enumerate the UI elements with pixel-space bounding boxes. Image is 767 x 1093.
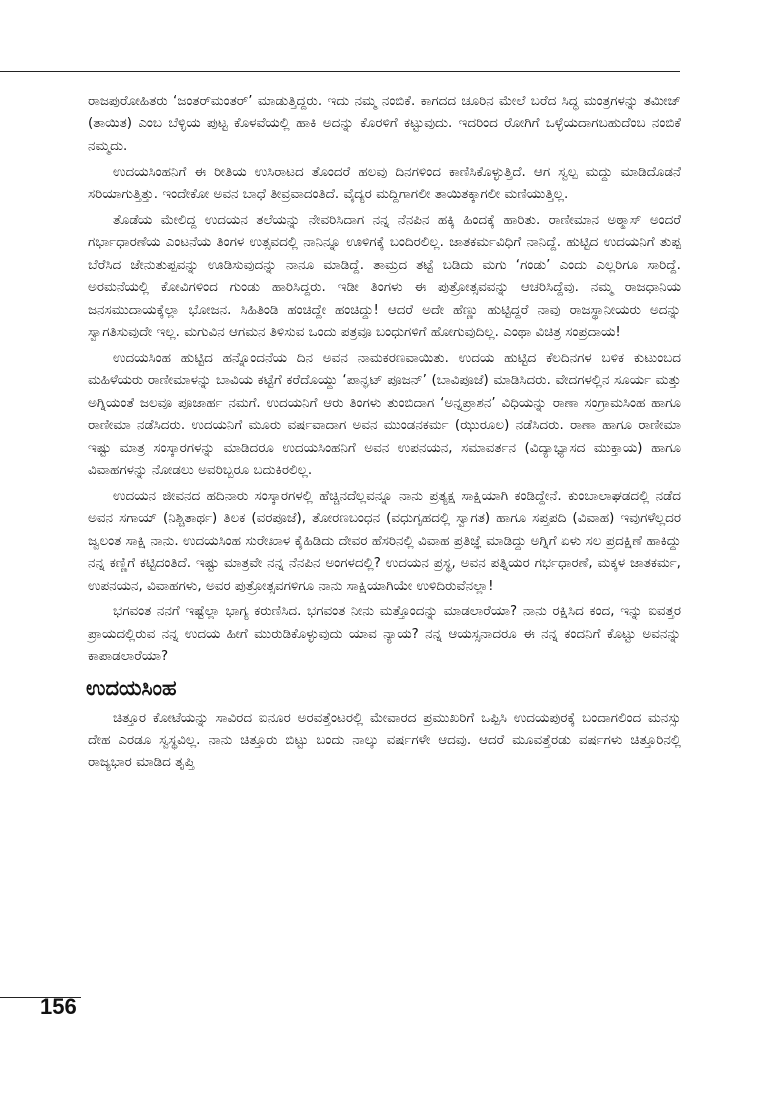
paragraph-4: ಉದಯಸಿಂಹ ಹುಟ್ಟಿದ ಹನ್ನೊಂದನೆಯ ದಿನ ಅವನ ನಾಮಕರಣವಾಯಿತು. ಉದಯ ಹುಟ್ಟಿದ ಕೆಲದಿನಗಳ ಬಳಿಕ ಕುಟುಂಬದ ಮಹಿಳೆಯರು ರಾಣೀಮಾಳನ್ನು ಬಾವಿಯ ಕಟ್ಟೆಗೆ ಕರೆದೊಯ್ದು ‘ಪಾನ್ಘಟ್ ಪೂಜನ್’ (ಬಾವಿಪೂಜೆ) ಮಾಡಿಸಿದರು. ವೇದಗಳಲ್ಲಿನ ಸೂರ್ಯ ಮತ್ತು ಅಗ್ನಿಯಂತೆ ಜಲವೂ ಪೂಜಾರ್ಹ ನಮಗೆ. ಉದಯನಿಗೆ ಆರು ತಿಂಗಳು ತುಂಬಿದಾಗ ‘ಅನ್ನಪ್ರಾಶನ’ ವಿಧಿಯನ್ನು ರಾಣಾ ಸಂಗ್ರಾಮಸಿಂಹ ಹಾಗೂ ರಾಣೀಮಾ ನಡೆಸಿದರು. ಉದಯನಿಗೆ ಮೂರು ವರ್ಷವಾದಾಗ ಅವನ ಮುಂಡನಕರ್ಮ (ಝುರೂಲ) ನಡೆಸಿದರು. ರಾಣಾ ಹಾಗೂ ರಾಣೀಮಾ ಇಷ್ಟು ಮಾತ್ರ ಸಂಸ್ಕಾರಗಳನ್ನು ಮಾಡಿದರೂ ಉದಯಸಿಂಹನಿಗೆ ಅವನ ಉಪನಯನ, ಸಮಾವರ್ತನ (ವಿದ್ಯಾಭ್ಯಾಸದ ಮುಕ್ತಾಯ) ಹಾಗೂ ವಿವಾಹಗಳನ್ನು ನೋಡಲು ಅವರಿಬ್ಬರೂ ಬದುಕಿರಲಿಲ್ಲ. [88, 350, 682, 478]
paragraph-5: ಉದಯನ ಜೀವನದ ಹದಿನಾರು ಸಂಸ್ಕಾರಗಳಲ್ಲಿ ಹೆಚ್ಚಿನದೆಲ್ಲವನ್ನೂ ನಾನು ಪ್ರತ್ಯಕ್ಷ ಸಾಕ್ಷಿಯಾಗಿ ಕಂಡಿದ್ದೇನೆ. ಕುಂಬಾಲಾಘಡದಲ್ಲಿ ನಡೆದ ಅವನ ಸಗಾಯ್ (ನಿಶ್ಚಿತಾರ್ಥ) ತಿಲಕ (ವರಪೂಜೆ), ತೋರಣಬಂಧನ (ವಧುಗೃಹದಲ್ಲಿ ಸ್ವಾಗತ) ಹಾಗೂ ಸಪ್ತಪದಿ (ವಿವಾಹ) ಇವುಗಳೆಲ್ಲದರ ಜ್ವಲಂತ ಸಾಕ್ಷಿ ನಾನು. ಉದಯಸಿಂಹ ಸುರೇಖಾಳ ಕೈಹಿಡಿದು ದೇವರ ಹೆಸರಿನಲ್ಲಿ ವಿವಾಹ ಪ್ರತಿಜ್ಞೆ ಮಾಡಿದ್ದು ಅಗ್ನಿಗೆ ಏಳು ಸಲ ಪ್ರದಕ್ಷಿಣೆ ಹಾಕಿದ್ದು ನನ್ನ ಕಣ್ಣಿಗೆ ಕಟ್ಟಿದಂತಿದೆ. ಇಷ್ಟು ಮಾತ್ರವೇ ನನ್ನ ನೆನಪಿನ ಅಂಗಳದಲ್ಲಿ? ಉದಯನ ಪ್ರಸ್ಥ, ಅವನ ಪತ್ನಿಯರ ಗರ್ಭಧಾರಣೆ, ಮಕ್ಕಳ ಜಾತಕರ್ಮ, ಉಪನಯನ, ವಿವಾಹಗಳು, ಅವರ ಪುತ್ರೋತ್ಸವಗಳಿಗೂ ನಾನು ಸಾಕ್ಷಿಯಾಗಿಯೇ ಉಳಿದಿರುವೆನಲ್ಲಾ! [88, 488, 681, 594]
section-heading: ಉದಯಸಿಂಹ [86, 675, 177, 700]
paragraph-2: ಉದಯಸಿಂಹನಿಗೆ ಈ ರೀತಿಯ ಉಸಿರಾಟದ ತೊಂದರೆ ಹಲವು ದಿನಗಳಿಂದ ಕಾಣಿಸಿಕೊಳ್ಳುತ್ತಿದೆ. ಆಗ ಸ್ವಲ್ಪ ಮದ್ದು ಮಾಡಿದೊಡನೆ ಸರಿಯಾಗುತ್ತಿತ್ತು. ಇಂದೇಕೋ ಅವನ ಬಾಧೆ ತೀವ್ರವಾದಂತಿದೆ. ವೈದ್ಯರ ಮದ್ದಿಗಾಗಲೀ ತಾಯಿತಕ್ಕಾಗಲೀ ಮಣಿಯುತ್ತಿಲ್ಲ. [88, 164, 681, 203]
header-rule [0, 71, 680, 72]
paragraph-3: ತೊಡೆಯ ಮೇಲಿದ್ದ ಉದಯನ ತಲೆಯನ್ನು ನೇವರಿಸಿದಾಗ ನನ್ನ ನೆನಪಿನ ಹಕ್ಕಿ ಹಿಂದಕ್ಕೆ ಹಾರಿತು. ರಾಣೀಮಾನ ಅಠ್ಮಾಸ್ ಅಂದರೆ ಗರ್ಭಾಧಾರಣೆಯ ಎಂಟನೆಯ ತಿಂಗಳ ಉತ್ಸವದಲ್ಲಿ ನಾನಿನ್ನೂ ಊಳಿಗಕ್ಕೆ ಬಂದಿರಲಿಲ್ಲ. ಜಾತಕರ್ಮವಿಧಿಗೆ ನಾನಿದ್ದೆ. ಹುಟ್ಟಿದ ಉದಯನಿಗೆ ತುಪ್ಪ ಬೆರೆಸಿದ ಜೇನುತುಪ್ಪವನ್ನು ಊಡಿಸುವುದನ್ನು ನಾನೂ ಮಾಡಿದ್ದೆ. ತಾಮ್ರದ ತಟ್ಟೆ ಬಡಿದು ಮಗು ‘ಗಂಡು’ ಎಂದು ಎಲ್ಲರಿಗೂ ಸಾರಿದ್ದೆ. ಅರಮನೆಯಲ್ಲಿ ಕೋವಿಗಳಿಂದ ಗುಂಡು ಹಾರಿಸಿದ್ದರು. ಇಡೀ ತಿಂಗಳು ಈ ಪುತ್ರೋತ್ಸವವನ್ನು ಆಚರಿಸಿದ್ದೆವು. ನಮ್ಮ ರಾಜಧಾನಿಯ ಜನಸಮುದಾಯಕ್ಕೆಲ್ಲಾ ಭೋಜನ. ಸಿಹಿತಿಂಡಿ ಹಂಚಿದ್ದೇ ಹಂಚಿದ್ದು! ಆದರೆ ಅದೇ ಹೆಣ್ಣು ಹುಟ್ಟಿದ್ದರೆ ನಾವು ರಾಜಸ್ಥಾನೀಯರು ಅದನ್ನು ಸ್ವಾಗತಿಸುವುದೇ ಇಲ್ಲ. ಮಗುವಿನ ಆಗಮನ ತಿಳಿಸುವ ಒಂದು ಪತ್ರವೂ ಬಂಧುಗಳಿಗೆ ಹೋಗುವುದಿಲ್ಲ. ಎಂಥಾ ವಿಚಿತ್ರ ಸಂಪ್ರದಾಯ! [88, 213, 681, 341]
section-paragraph-1: ಚಿತ್ತೂರ ಕೋಟೆಯನ್ನು ಸಾವಿರದ ಐನೂರ ಅರವತ್ತೆಂಟರಲ್ಲಿ ಮೇವಾರದ ಪ್ರಮುಖರಿಗೆ ಒಪ್ಪಿಸಿ ಉದಯಪುರಕ್ಕೆ ಬಂದಾಗಲಿಂದ ಮನಸ್ಸು ದೇಹ ಎರಡೂ ಸ್ವಸ್ಥವಿಲ್ಲ. ನಾನು ಚಿತ್ತೂರು ಬಿಟ್ಟು ಬಂದು ನಾಲ್ಕು ವರ್ಷಗಳೇ ಆದವು. ಆದರೆ ಮೂವತ್ತೆರಡು ವರ್ಷಗಳು ಚಿತ್ತೂರಿನಲ್ಲಿ ರಾಜ್ಯಭಾರ ಮಾಡಿದ ತೃಪ್ತಿ [88, 710, 681, 771]
paragraph-6: ಭಗವಂತ ನನಗೆ ಇಷ್ಟೆಲ್ಲಾ ಭಾಗ್ಯ ಕರುಣಿಸಿದ. ಭಗವಂತ ನೀನು ಮತ್ತೊಂದನ್ನು ಮಾಡಲಾರೆಯಾ? ನಾನು ರಕ್ಷಿಸಿದ ಕಂದ, ಇನ್ನು ಐವತ್ತರ ಪ್ರಾಯದಲ್ಲಿರುವ ನನ್ನ ಉದಯ ಹೀಗೆ ಮುರುಡಿಕೊಳ್ಳುವುದು ಯಾವ ನ್ಯಾಯ? ನನ್ನ ಆಯಸ್ಸನಾದರೂ ಈ ನನ್ನ ಕಂದನಿಗೆ ಕೊಟ್ಟು ಅವನನ್ನು ಕಾಪಾಡಲಾರೆಯಾ? [88, 604, 681, 665]
page-number: 156 [40, 994, 77, 1019]
paragraph-1: ರಾಜಪುರೋಹಿತರು ‘ಜಂತರ್‌ಮಂತರ್’ ಮಾಡುತ್ತಿದ್ದರು. ಇದು ನಮ್ಮ ನಂಬಿಕೆ. ಕಾಗದದ ಚೂರಿನ ಮೇಲೆ ಬರೆದ ಸಿದ್ಧ ಮಂತ್ರಗಳನ್ನು ತಮೀಜ್ (ತಾಯಿತ) ಎಂಬ ಬೆಳ್ಳಿಯ ಪುಟ್ಟ ಕೊಳವೆಯಲ್ಲಿ ಹಾಕಿ ಅದನ್ನು ಕೊರಳಿಗೆ ಕಟ್ಟುವುದು. ಇದರಿಂದ ರೋಗಿಗೆ ಒಳ್ಳೆಯದಾಗಬಹುದೆಂಬ ನಂಬಿಕೆ ನಮ್ಮದು. [88, 94, 681, 154]
page-body [88, 91, 681, 778]
